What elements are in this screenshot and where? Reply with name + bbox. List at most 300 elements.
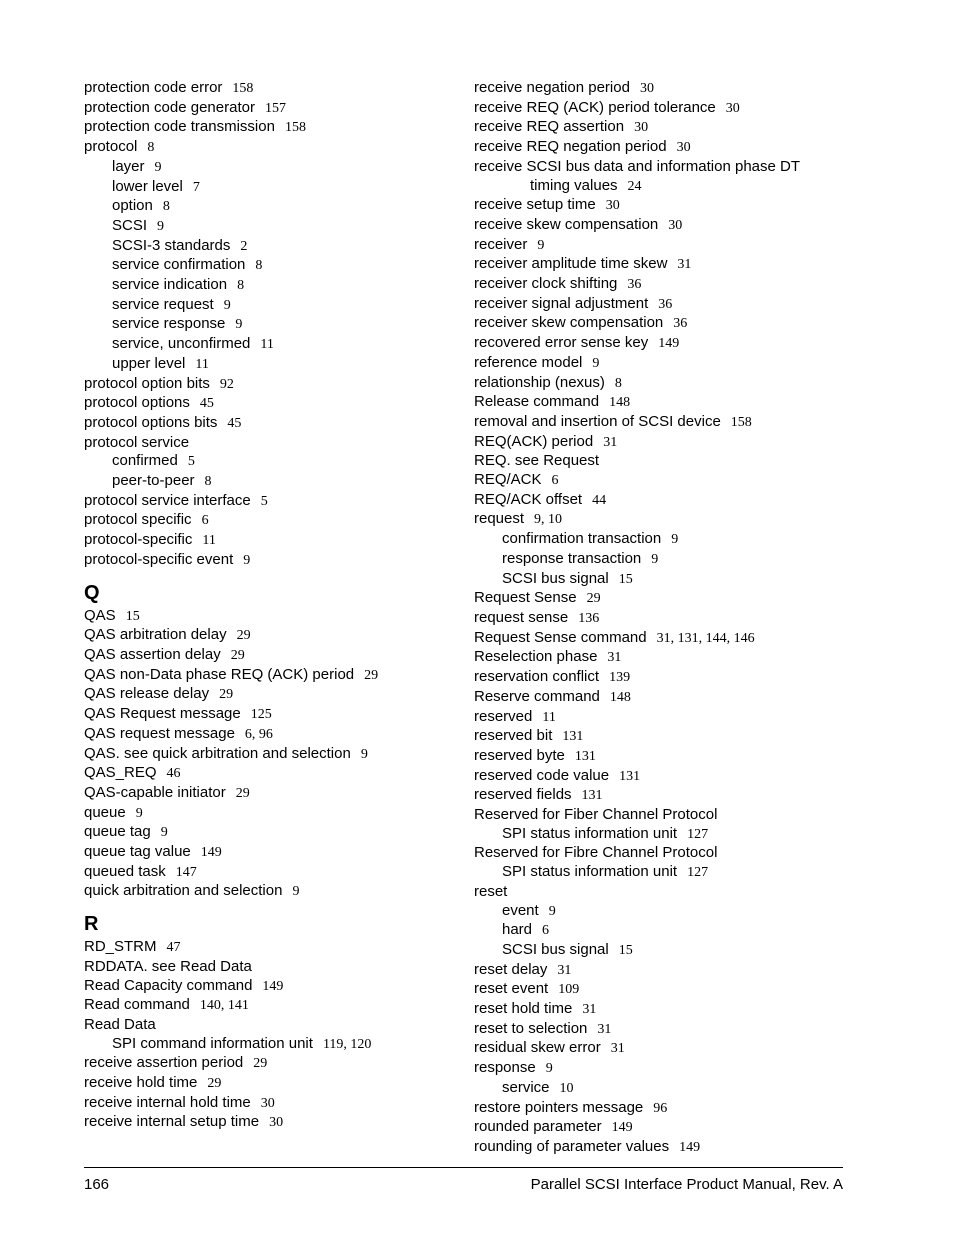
index-term: request sense — [474, 608, 569, 626]
index-term: protocol service — [84, 433, 190, 451]
index-term: residual skew error — [474, 1039, 601, 1057]
page-reference[interactable]: 15 — [125, 608, 140, 624]
index-term: SCSI — [112, 216, 148, 234]
index-term: receive internal hold time — [84, 1093, 251, 1111]
index-subentry — [84, 1035, 454, 1055]
page-reference[interactable]: 6, 96 — [244, 726, 273, 742]
page-reference[interactable]: 44 — [592, 492, 607, 508]
page-reference[interactable]: 149 — [262, 978, 284, 994]
index-entry — [474, 295, 844, 315]
index-entry — [474, 255, 844, 275]
index-term: QAS Request message — [84, 705, 241, 723]
index-entry — [474, 314, 844, 334]
page-reference[interactable]: 8 — [255, 258, 263, 274]
page-reference[interactable]: 9 — [671, 532, 679, 548]
index-term: REQ. see Request — [474, 452, 600, 470]
index-entry — [474, 393, 844, 413]
index-entry — [474, 1020, 844, 1040]
page-reference[interactable]: 9 — [548, 903, 556, 919]
page-reference[interactable]: 6 — [551, 473, 559, 489]
index-entry — [84, 626, 454, 646]
index-entry — [474, 1000, 844, 1020]
page-reference[interactable]: 29 — [364, 667, 379, 683]
index-term: hard — [502, 921, 533, 939]
page-reference[interactable]: 149 — [658, 336, 680, 352]
page-reference[interactable]: 158 — [232, 81, 254, 96]
page-reference[interactable]: 158 — [284, 120, 306, 136]
index-term: rounding of parameter values — [474, 1137, 670, 1155]
index-term: REQ(ACK) period — [474, 432, 594, 450]
index-entry — [474, 510, 844, 530]
index-entry — [84, 138, 454, 158]
index-entry — [474, 883, 844, 902]
index-entry — [474, 471, 844, 491]
page-reference[interactable]: 158 — [730, 414, 752, 430]
index-term: receive assertion period — [84, 1054, 244, 1072]
index-entry — [474, 708, 844, 728]
index-term: RDDATA. see Read Data — [84, 957, 252, 975]
page-reference[interactable]: 31 — [557, 962, 572, 978]
index-entry — [474, 452, 844, 471]
page-reference[interactable]: 11 — [195, 356, 209, 372]
index-entry — [474, 275, 844, 295]
index-entry — [474, 589, 844, 609]
page-reference[interactable]: 109 — [558, 982, 580, 998]
index-term: reset to selection — [474, 1019, 588, 1037]
page-reference[interactable]: 5 — [187, 454, 195, 470]
index-term: Reserved for Fibre Channel Protocol — [474, 844, 718, 862]
index-term: SPI command information unit — [112, 1034, 313, 1052]
index-entry — [474, 668, 844, 688]
index-term: protection code error — [84, 79, 223, 96]
index-term: confirmed — [112, 452, 178, 470]
page-reference[interactable]: 5 — [260, 493, 268, 509]
index-entry — [84, 958, 454, 977]
index-entry — [474, 609, 844, 629]
index-entry — [474, 196, 844, 216]
index-term: response — [474, 1059, 536, 1077]
index-entry — [474, 786, 844, 806]
index-term: receiver amplitude time skew — [474, 255, 668, 273]
index-subentry — [84, 276, 454, 296]
index-entry — [84, 414, 454, 434]
index-term: Reserved for Fiber Channel Protocol — [474, 806, 718, 824]
page-reference[interactable]: 9 — [545, 1061, 553, 1077]
index-term: protocol — [84, 138, 138, 156]
page-reference[interactable]: 148 — [609, 395, 631, 411]
index-term: service, unconfirmed — [112, 335, 251, 353]
page-reference[interactable]: 45 — [227, 415, 242, 431]
index-entry — [84, 511, 454, 531]
page-reference[interactable]: 31 — [677, 257, 692, 273]
index-subentry — [474, 177, 844, 197]
index-entry — [84, 784, 454, 804]
index-term: SCSI bus signal — [502, 940, 609, 958]
page-reference[interactable]: 149 — [679, 1139, 701, 1155]
index-term: QAS non-Data phase REQ (ACK) period — [84, 665, 355, 683]
index-term: receive internal setup time — [84, 1113, 260, 1131]
index-subentry — [84, 355, 454, 375]
index-term: option — [112, 197, 153, 215]
page-reference[interactable]: 9, 10 — [534, 512, 563, 528]
page-reference[interactable]: 29 — [207, 1076, 222, 1092]
page-reference[interactable]: 9 — [160, 825, 168, 841]
index-term: protocol-specific event — [84, 550, 234, 568]
index-entry — [84, 394, 454, 414]
index-term: queue tag — [84, 823, 151, 841]
page-reference[interactable]: 31, 131, 144, 146 — [656, 630, 755, 646]
index-entry — [84, 375, 454, 395]
index-term: Reselection phase — [474, 648, 598, 666]
index-entry — [474, 980, 844, 1000]
index-term: QAS release delay — [84, 685, 210, 703]
page-reference[interactable]: 9 — [154, 159, 162, 175]
index-term: service indication — [112, 276, 228, 294]
page-reference[interactable]: 2 — [240, 238, 248, 254]
index-entry — [474, 1118, 844, 1138]
page-reference[interactable]: 8 — [162, 199, 170, 215]
index-entry — [84, 1016, 454, 1035]
index-term: request — [474, 510, 525, 528]
index-subentry — [474, 550, 844, 570]
index-entry — [84, 843, 454, 863]
index-term: event — [502, 901, 539, 919]
page-reference[interactable]: 29 — [230, 647, 245, 663]
index-term: QAS-capable initiator — [84, 783, 226, 801]
index-entry — [84, 882, 454, 902]
page-reference[interactable]: 36 — [627, 277, 642, 293]
page-reference[interactable]: 30 — [260, 1095, 275, 1111]
footer-document-title: Parallel SCSI Interface Product Manual, Rev. A — [530, 1176, 843, 1193]
index-subentry — [474, 1079, 844, 1099]
page-reference[interactable]: 8 — [147, 140, 155, 156]
index-term: quick arbitration and selection — [84, 882, 283, 900]
index-subentry — [474, 921, 844, 941]
index-term: receive setup time — [474, 196, 596, 214]
index-term: reservation conflict — [474, 668, 600, 686]
index-section-letter: R — [84, 913, 99, 936]
index-term: service response — [112, 315, 226, 333]
index-entry — [474, 767, 844, 787]
page-reference[interactable]: 8 — [204, 474, 212, 490]
index-subentry — [84, 296, 454, 316]
page-reference[interactable]: 8 — [237, 278, 245, 294]
page-reference[interactable]: 15 — [618, 942, 633, 958]
index-entry — [474, 688, 844, 708]
page-reference[interactable]: 9 — [135, 805, 143, 821]
page-reference[interactable]: 11 — [202, 533, 216, 549]
index-entry — [474, 961, 844, 981]
index-entry — [84, 938, 454, 958]
page-reference[interactable]: 9 — [292, 884, 300, 900]
index-entry — [84, 725, 454, 745]
index-entry — [474, 806, 844, 825]
page-reference[interactable]: 157 — [264, 100, 286, 116]
index-term: peer-to-peer — [112, 472, 195, 490]
index-subentry — [84, 472, 454, 492]
page-reference[interactable]: 30 — [634, 120, 649, 136]
index-subentry — [84, 158, 454, 178]
index-term: Reserve command — [474, 687, 600, 705]
page-reference[interactable]: 10 — [559, 1080, 574, 1096]
index-term: reset delay — [474, 960, 548, 978]
index-entry — [84, 977, 454, 997]
page-reference[interactable]: 15 — [618, 571, 633, 587]
index-term: protocol-specific — [84, 531, 193, 549]
index-subentry — [84, 315, 454, 335]
page-reference[interactable]: 36 — [673, 316, 688, 332]
page-reference[interactable]: 30 — [605, 198, 620, 214]
page-reference[interactable]: 139 — [609, 670, 631, 686]
index-term: reference model — [474, 353, 583, 371]
index-subentry — [84, 237, 454, 257]
index-entry — [474, 216, 844, 236]
index-term: QAS_REQ — [84, 764, 157, 782]
page-reference[interactable]: 149 — [611, 1120, 633, 1136]
index-entry — [474, 354, 844, 374]
index-term: protocol options bits — [84, 413, 218, 431]
index-term: receiver skew compensation — [474, 314, 664, 332]
index-entry — [84, 1094, 454, 1114]
index-term: SCSI bus signal — [502, 569, 609, 587]
index-entry — [84, 804, 454, 824]
index-term: QAS request message — [84, 724, 235, 742]
index-term: SPI status information unit — [502, 824, 678, 842]
index-subentry — [474, 902, 844, 922]
page-reference[interactable]: 24 — [627, 178, 642, 194]
page-reference[interactable]: 131 — [581, 788, 603, 804]
page-reference[interactable]: 11 — [260, 337, 274, 353]
index-term: receive hold time — [84, 1074, 198, 1092]
index-entry — [474, 491, 844, 511]
index-term: queue tag value — [84, 843, 191, 861]
index-term: receiver signal adjustment — [474, 294, 649, 312]
index-term: rounded parameter — [474, 1118, 602, 1136]
index-term: QAS arbitration delay — [84, 626, 227, 644]
index-term: upper level — [112, 354, 186, 372]
index-term: queued task — [84, 862, 166, 880]
page-reference[interactable]: 9 — [223, 297, 231, 313]
page-reference[interactable]: 136 — [578, 610, 600, 626]
index-entry — [474, 1099, 844, 1119]
index-term: Read command — [84, 996, 190, 1014]
index-term: receive REQ (ACK) period tolerance — [474, 98, 716, 116]
page-reference[interactable]: 29 — [236, 628, 251, 644]
index-term: timing values — [530, 176, 618, 194]
page-reference[interactable]: 131 — [574, 748, 596, 764]
index-subentry — [84, 178, 454, 198]
index-subentry — [84, 256, 454, 276]
index-term: protocol options — [84, 394, 190, 412]
index-entry — [474, 433, 844, 453]
page-reference[interactable]: 47 — [166, 940, 181, 956]
page-reference[interactable]: 119, 120 — [322, 1036, 372, 1052]
index-term: removal and insertion of SCSI device — [474, 412, 721, 430]
index-term: response transaction — [502, 549, 642, 567]
page-reference[interactable]: 9 — [651, 551, 659, 567]
page-reference[interactable]: 36 — [658, 296, 673, 312]
page-reference[interactable]: 6 — [542, 923, 550, 939]
index-term: service request — [112, 295, 214, 313]
page-reference[interactable]: 131 — [562, 729, 584, 745]
page-reference[interactable]: 125 — [250, 707, 272, 723]
index-subentry — [474, 530, 844, 550]
index-term: confirmation transaction — [502, 530, 662, 548]
index-term: protocol specific — [84, 511, 192, 529]
index-entry — [474, 79, 844, 99]
page-reference[interactable]: 31 — [607, 650, 622, 666]
index-term: layer — [112, 157, 145, 175]
index-term: receiver — [474, 235, 528, 253]
index-entry — [474, 158, 844, 177]
index-term: receiver clock shifting — [474, 275, 618, 293]
page-reference[interactable]: 30 — [269, 1115, 284, 1131]
page-reference[interactable]: 31 — [610, 1041, 625, 1057]
page-reference[interactable]: 11 — [542, 709, 556, 725]
index-term: receive REQ negation period — [474, 138, 667, 156]
index-entry — [474, 1138, 844, 1158]
index-term: Release command — [474, 393, 600, 411]
index-entry — [474, 334, 844, 354]
index-term: reset hold time — [474, 1000, 573, 1018]
index-entry — [84, 745, 454, 765]
index-term: REQ/ACK offset — [474, 490, 583, 508]
page-reference[interactable]: 29 — [219, 687, 234, 703]
index-entry — [474, 1039, 844, 1059]
page-reference[interactable]: 127 — [687, 826, 709, 842]
index-term: receive negation period — [474, 79, 630, 96]
index-entry — [84, 434, 454, 453]
index-subentry — [84, 217, 454, 237]
page-reference[interactable]: 96 — [653, 1100, 668, 1116]
index-entry — [474, 236, 844, 256]
index-subentry — [474, 570, 844, 590]
index-term: Read Data — [84, 1015, 156, 1033]
index-entry — [474, 413, 844, 433]
index-term: SPI status information unit — [502, 863, 678, 881]
index-term: receive REQ assertion — [474, 118, 625, 136]
index-entry — [84, 531, 454, 551]
index-term: QAS assertion delay — [84, 645, 221, 663]
index-term: restore pointers message — [474, 1098, 644, 1116]
footer-divider — [84, 1167, 843, 1168]
index-entry — [84, 99, 454, 119]
index-entry — [84, 551, 454, 571]
page-reference[interactable]: 29 — [235, 785, 250, 801]
index-entry — [474, 99, 844, 119]
page-reference[interactable]: 30 — [676, 140, 691, 156]
index-entry — [474, 747, 844, 767]
index-term: protection code generator — [84, 98, 255, 116]
page-reference[interactable]: 149 — [200, 845, 222, 861]
page-reference[interactable]: 45 — [199, 396, 214, 412]
page-reference[interactable]: 29 — [586, 591, 601, 607]
index-entry — [474, 118, 844, 138]
index-term: Request Sense — [474, 589, 577, 607]
index-term: protocol service interface — [84, 491, 251, 509]
page-reference[interactable]: 8 — [614, 375, 622, 391]
page-reference[interactable]: 30 — [639, 81, 654, 96]
index-entry — [474, 648, 844, 668]
page-reference[interactable]: 131 — [619, 768, 641, 784]
index-entry — [84, 666, 454, 686]
page-reference[interactable]: 9 — [157, 218, 165, 234]
index-term: reserved — [474, 707, 533, 725]
index-subentry — [474, 863, 844, 883]
index-entry — [84, 118, 454, 138]
page-reference[interactable]: 7 — [192, 179, 200, 195]
index-entry — [84, 705, 454, 725]
page-reference[interactable]: 92 — [219, 376, 234, 392]
index-entry — [474, 374, 844, 394]
page-reference[interactable]: 9 — [537, 237, 545, 253]
index-entry — [84, 996, 454, 1016]
index-term: reset — [474, 882, 508, 900]
index-term: RD_STRM — [84, 938, 157, 956]
page-reference[interactable]: 9 — [235, 317, 243, 333]
index-term: service — [502, 1078, 550, 1096]
index-entry — [84, 646, 454, 666]
index-entry — [84, 685, 454, 705]
index-term: Request Sense command — [474, 628, 647, 646]
index-term: reserved fields — [474, 786, 572, 804]
index-subentry — [84, 452, 454, 472]
index-term: REQ/ACK — [474, 471, 542, 489]
page-reference[interactable]: 127 — [687, 865, 709, 881]
index-entry — [84, 1054, 454, 1074]
index-entry — [84, 492, 454, 512]
index-term: QAS — [84, 606, 116, 624]
page-reference[interactable]: 46 — [166, 766, 181, 782]
page-reference[interactable]: 140, 141 — [199, 998, 249, 1014]
index-entry — [474, 844, 844, 863]
index-entry — [474, 1059, 844, 1079]
page-reference[interactable]: 9 — [243, 552, 251, 568]
page-reference[interactable]: 9 — [360, 746, 368, 762]
page-reference[interactable]: 148 — [609, 689, 631, 705]
page-reference[interactable]: 31 — [582, 1002, 597, 1018]
index-subentry — [84, 197, 454, 217]
index-term: receive skew compensation — [474, 215, 659, 233]
page-reference[interactable]: 9 — [592, 355, 600, 371]
index-term: reserved byte — [474, 746, 565, 764]
page-reference[interactable]: 6 — [201, 513, 209, 529]
index-term: reset event — [474, 980, 549, 998]
page-reference[interactable]: 29 — [253, 1056, 268, 1072]
page-reference[interactable]: 31 — [603, 434, 618, 450]
index-section-letter: Q — [84, 581, 100, 604]
index-entry — [474, 138, 844, 158]
index-subentry — [474, 941, 844, 961]
index-entry — [474, 629, 844, 649]
index-term: service confirmation — [112, 256, 246, 274]
index-entry — [84, 79, 454, 99]
index-term: receive SCSI bus data and information phase DT — [474, 157, 801, 175]
index-entry — [474, 727, 844, 747]
index-term: Read Capacity command — [84, 976, 253, 994]
page-reference[interactable]: 30 — [725, 100, 740, 116]
page-reference[interactable]: 147 — [175, 864, 197, 880]
page-reference[interactable]: 31 — [597, 1021, 612, 1037]
index-term: recovered error sense key — [474, 334, 649, 352]
index-subentry — [474, 825, 844, 845]
index-term: SCSI-3 standards — [112, 236, 231, 254]
index-entry — [84, 823, 454, 843]
page-reference[interactable]: 30 — [668, 217, 683, 233]
index-entry — [84, 863, 454, 883]
index-term: lower level — [112, 177, 183, 195]
index-term: protocol option bits — [84, 374, 210, 392]
